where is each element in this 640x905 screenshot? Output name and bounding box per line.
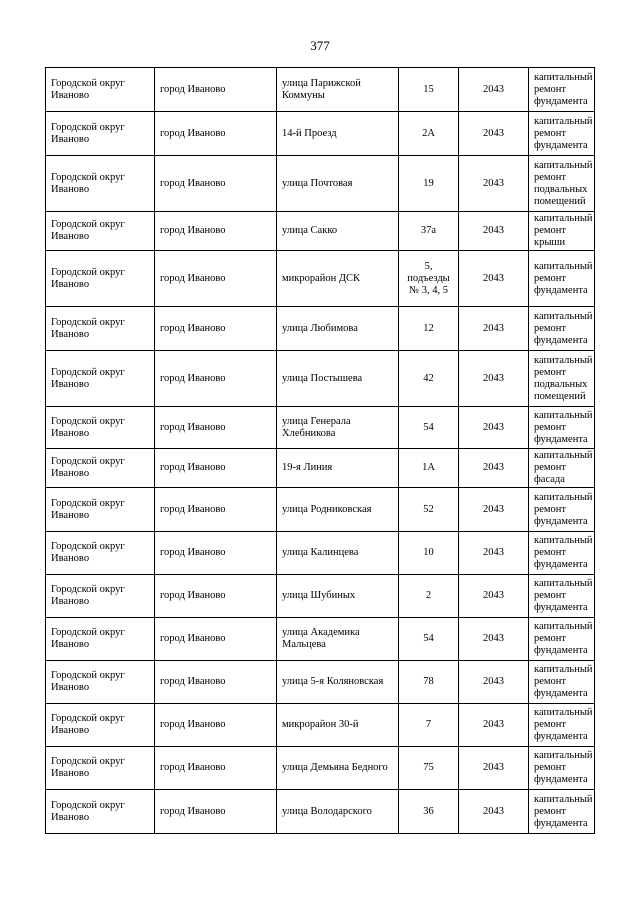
table-row [46, 790, 595, 834]
table-row [46, 704, 595, 747]
street-cell: улица Генерала Хлебникова [277, 407, 399, 449]
year-cell: 2043 [459, 407, 529, 449]
district-cell: Городской округ Иваново [46, 449, 155, 488]
work-cell: капитальный ремонт фундамента [529, 790, 595, 834]
house-cell: 54 [399, 407, 459, 449]
table-row [46, 747, 595, 790]
street-cell: 14-й Проезд [277, 112, 399, 156]
city-cell: город Иваново [155, 407, 277, 449]
street-cell: улица Сакко [277, 212, 399, 251]
street-cell: улица Володарского [277, 790, 399, 834]
table-row [46, 156, 595, 212]
street-cell: улица Калинцева [277, 532, 399, 575]
work-cell: капитальный ремонт фундамента [529, 532, 595, 575]
city-cell: город Иваново [155, 618, 277, 661]
work-cell: капитальный ремонт фундамента [529, 251, 595, 307]
table-row [46, 307, 595, 351]
city-cell: город Иваново [155, 112, 277, 156]
street-cell: улица Любимова [277, 307, 399, 351]
district-cell: Городской округ Иваново [46, 112, 155, 156]
city-cell: город Иваново [155, 790, 277, 834]
street-cell: улица Почтовая [277, 156, 399, 212]
city-cell: город Иваново [155, 351, 277, 407]
work-cell: капитальный ремонт крыши [529, 212, 595, 251]
work-cell: капитальный ремонт фундамента [529, 618, 595, 661]
house-cell: 75 [399, 747, 459, 790]
year-cell: 2043 [459, 156, 529, 212]
year-cell: 2043 [459, 251, 529, 307]
year-cell: 2043 [459, 488, 529, 532]
year-cell: 2043 [459, 747, 529, 790]
district-cell: Городской округ Иваново [46, 575, 155, 618]
street-cell: улица Шубиных [277, 575, 399, 618]
city-cell: город Иваново [155, 661, 277, 704]
district-cell: Городской округ Иваново [46, 307, 155, 351]
year-cell: 2043 [459, 704, 529, 747]
city-cell: город Иваново [155, 212, 277, 251]
district-cell: Городской округ Иваново [46, 156, 155, 212]
work-cell: капитальный ремонт фундамента [529, 112, 595, 156]
city-cell: город Иваново [155, 488, 277, 532]
street-cell: улица 5-я Коляновская [277, 661, 399, 704]
work-cell: капитальный ремонт подвальных помещений [529, 156, 595, 212]
year-cell: 2043 [459, 449, 529, 488]
work-cell: капитальный ремонт фундамента [529, 488, 595, 532]
table-row [46, 449, 595, 488]
year-cell: 2043 [459, 112, 529, 156]
work-cell: капитальный ремонт фундамента [529, 661, 595, 704]
work-cell: капитальный ремонт подвальных помещений [529, 351, 595, 407]
year-cell: 2043 [459, 68, 529, 112]
table-row [46, 488, 595, 532]
district-cell: Городской округ Иваново [46, 704, 155, 747]
table-row [46, 575, 595, 618]
year-cell: 2043 [459, 307, 529, 351]
house-cell: 52 [399, 488, 459, 532]
year-cell: 2043 [459, 618, 529, 661]
year-cell: 2043 [459, 532, 529, 575]
street-cell: улица Парижской Коммуны [277, 68, 399, 112]
city-cell: город Иваново [155, 532, 277, 575]
table-row [46, 212, 595, 251]
table-row [46, 112, 595, 156]
table-row [46, 251, 595, 307]
work-cell: капитальный ремонт фундамента [529, 747, 595, 790]
house-cell: 10 [399, 532, 459, 575]
district-cell: Городской округ Иваново [46, 351, 155, 407]
city-cell: город Иваново [155, 68, 277, 112]
house-cell: 7 [399, 704, 459, 747]
district-cell: Городской округ Иваново [46, 68, 155, 112]
district-cell: Городской округ Иваново [46, 488, 155, 532]
house-cell: 42 [399, 351, 459, 407]
table-row [46, 618, 595, 661]
city-cell: город Иваново [155, 449, 277, 488]
district-cell: Городской округ Иваново [46, 747, 155, 790]
city-cell: город Иваново [155, 575, 277, 618]
house-cell: 2А [399, 112, 459, 156]
table-row [46, 532, 595, 575]
city-cell: город Иваново [155, 251, 277, 307]
house-cell: 5, подъезды № 3, 4, 5 [399, 251, 459, 307]
house-cell: 36 [399, 790, 459, 834]
house-cell: 78 [399, 661, 459, 704]
year-cell: 2043 [459, 212, 529, 251]
work-cell: капитальный ремонт фундамента [529, 407, 595, 449]
repair-schedule-table [45, 67, 595, 834]
street-cell: 19-я Линия [277, 449, 399, 488]
street-cell: микрорайон 30-й [277, 704, 399, 747]
house-cell: 54 [399, 618, 459, 661]
table-row [46, 68, 595, 112]
house-cell: 19 [399, 156, 459, 212]
city-cell: город Иваново [155, 307, 277, 351]
year-cell: 2043 [459, 351, 529, 407]
house-cell: 15 [399, 68, 459, 112]
city-cell: город Иваново [155, 156, 277, 212]
work-cell: капитальный ремонт фундамента [529, 704, 595, 747]
table-row [46, 351, 595, 407]
year-cell: 2043 [459, 790, 529, 834]
house-cell: 1А [399, 449, 459, 488]
district-cell: Городской округ Иваново [46, 790, 155, 834]
year-cell: 2043 [459, 575, 529, 618]
work-cell: капитальный ремонт фундамента [529, 575, 595, 618]
page-number: 377 [310, 38, 330, 53]
street-cell: улица Академика Мальцева [277, 618, 399, 661]
house-cell: 37а [399, 212, 459, 251]
table-row [46, 407, 595, 449]
work-cell: капитальный ремонт фундамента [529, 68, 595, 112]
district-cell: Городской округ Иваново [46, 251, 155, 307]
district-cell: Городской округ Иваново [46, 212, 155, 251]
district-cell: Городской округ Иваново [46, 661, 155, 704]
city-cell: город Иваново [155, 747, 277, 790]
table-row [46, 661, 595, 704]
work-cell: капитальный ремонт фасада [529, 449, 595, 488]
house-cell: 12 [399, 307, 459, 351]
street-cell: улица Демьяна Бедного [277, 747, 399, 790]
work-cell: капитальный ремонт фундамента [529, 307, 595, 351]
district-cell: Городской округ Иваново [46, 618, 155, 661]
street-cell: улица Постышева [277, 351, 399, 407]
street-cell: микрорайон ДСК [277, 251, 399, 307]
city-cell: город Иваново [155, 704, 277, 747]
year-cell: 2043 [459, 661, 529, 704]
house-cell: 2 [399, 575, 459, 618]
district-cell: Городской округ Иваново [46, 407, 155, 449]
district-cell: Городской округ Иваново [46, 532, 155, 575]
street-cell: улица Родниковская [277, 488, 399, 532]
